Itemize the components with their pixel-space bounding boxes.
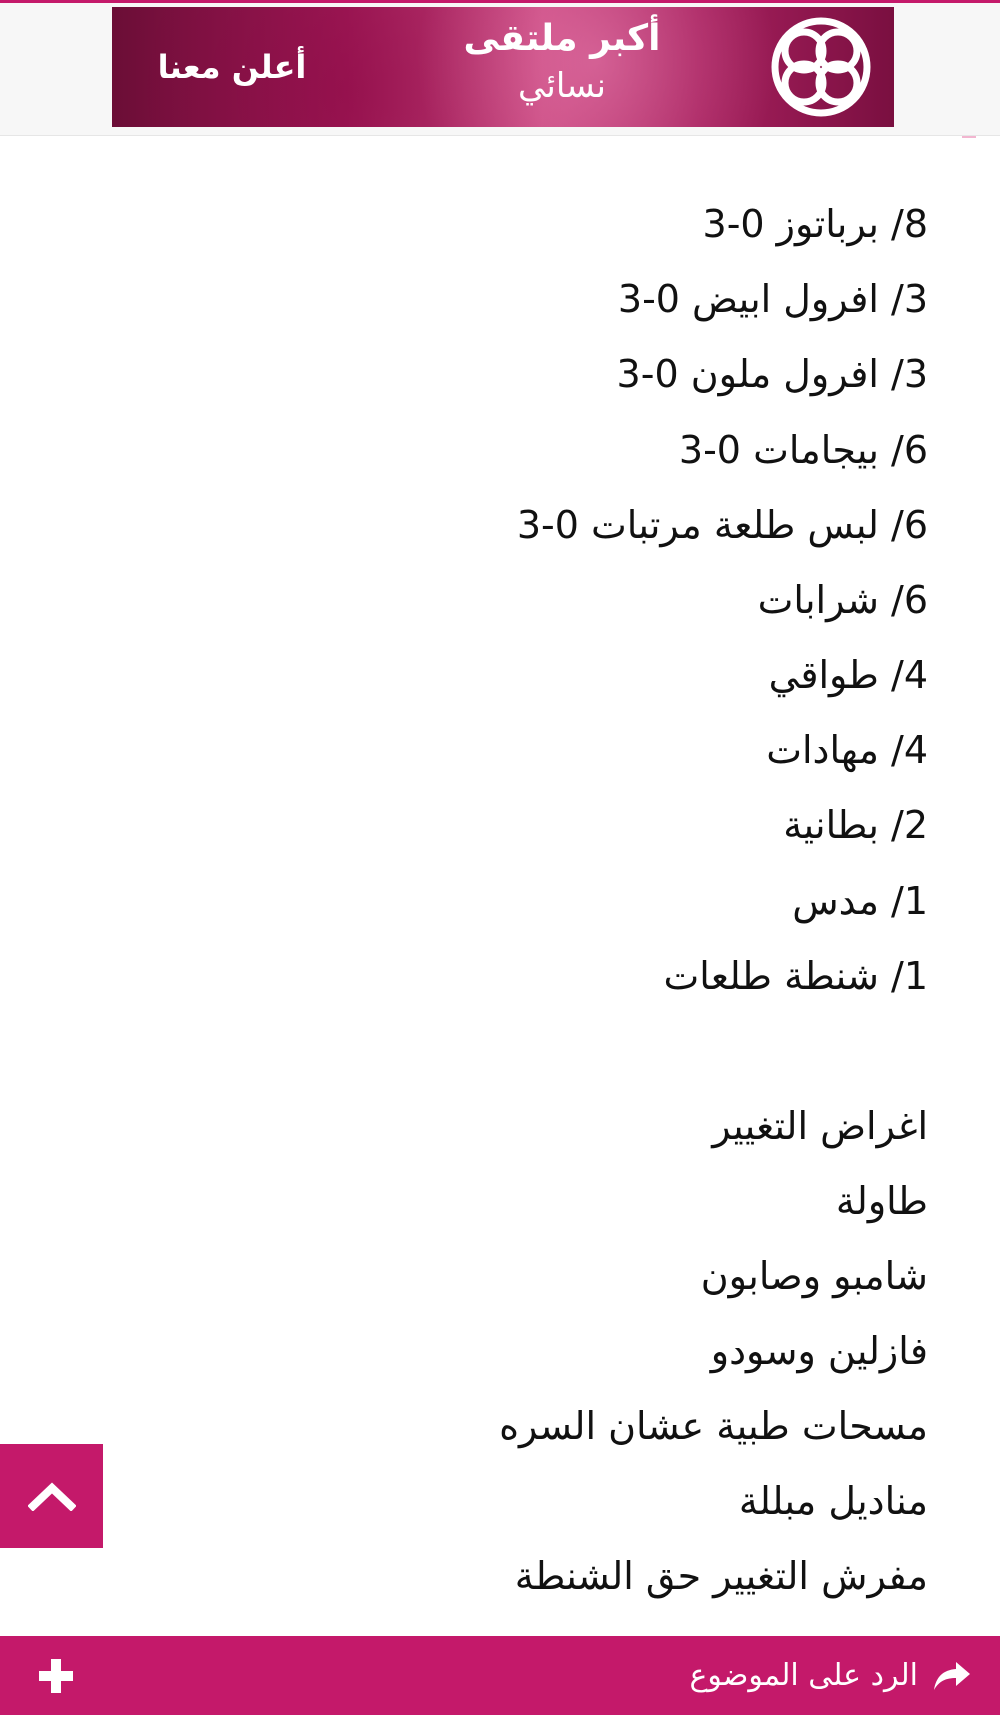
post-line: مناديل مبللة	[738, 1479, 928, 1523]
post-line: اغراض التغيير	[712, 1104, 928, 1148]
post-line: مسحات طبية عشان السره	[499, 1404, 928, 1448]
plus-icon	[37, 1657, 75, 1695]
post-line: مفرش التغيير حق الشنطة	[514, 1554, 928, 1598]
scroll-to-top-button[interactable]	[0, 1444, 103, 1548]
post-line: 6/ بيجامات 0-3	[678, 428, 928, 472]
ad-banner[interactable]	[112, 7, 894, 127]
chevron-up-icon	[28, 1481, 76, 1511]
post-line: 2/ بطانية	[783, 803, 928, 847]
post-line: طاولة	[835, 1179, 928, 1223]
ad-title-line-2: نسائي	[518, 66, 606, 106]
ad-cta-text[interactable]: أعلن معنا	[157, 48, 307, 86]
reply-label: الرد على الموضوع	[689, 1658, 918, 1693]
header-divider-accent	[962, 136, 976, 138]
ad-title-line-1: أكبر ملتقى	[463, 18, 661, 59]
post-line: 6/ لبس طلعة مرتبات 0-3	[516, 503, 928, 547]
header	[0, 0, 1000, 136]
post-line: شامبو وصابون	[700, 1254, 928, 1298]
ad-title	[382, 15, 742, 119]
reply-to-topic-button[interactable]	[690, 1644, 973, 1708]
post-content	[0, 176, 1000, 1626]
brand-logo-icon	[749, 7, 894, 127]
post-line: 3/ افرول ملون 0-3	[616, 352, 928, 396]
post-line: 4/ مهادات	[766, 728, 928, 772]
post-line: 6/ شرابات	[757, 578, 928, 622]
post-line: 8/ برباتوز 0-3	[702, 202, 928, 246]
bottom-action-bar	[0, 1636, 1000, 1715]
post-line: 3/ افرول ابيض 0-3	[617, 277, 928, 321]
share-arrow-icon	[932, 1660, 972, 1692]
post-line: 4/ طواقي	[768, 653, 928, 697]
post-line: 1/ مدس	[792, 879, 928, 923]
post-line: 1/ شنطة طلعات	[663, 954, 928, 998]
add-button[interactable]	[20, 1644, 92, 1708]
post-line: فازلين وسودو	[710, 1329, 928, 1373]
